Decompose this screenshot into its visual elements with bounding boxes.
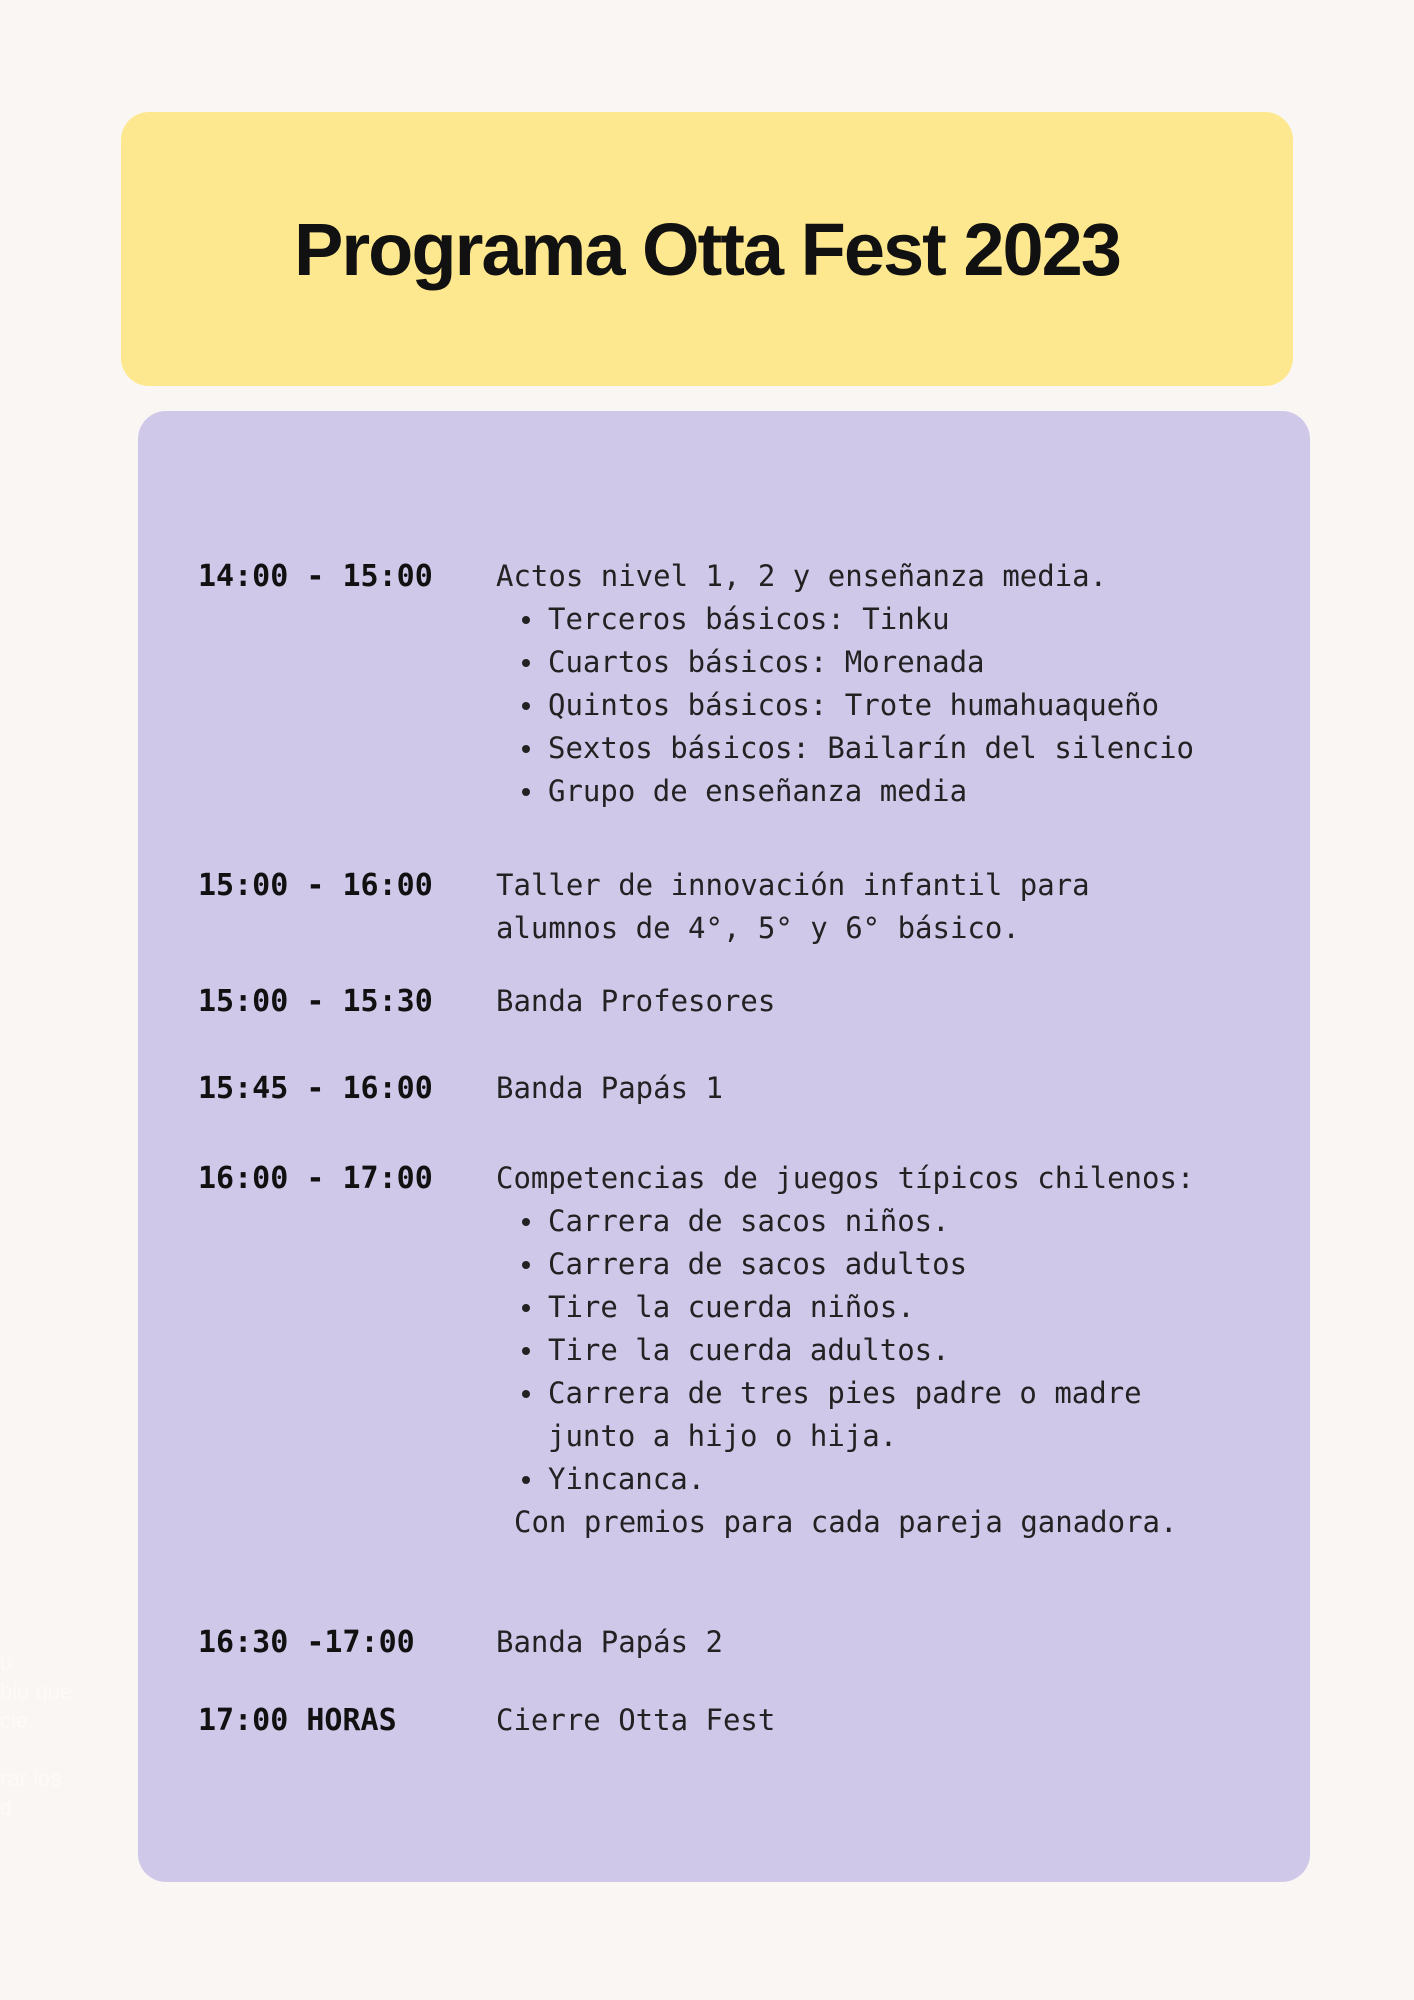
entry-time: 17:00 HORAS: [198, 1703, 397, 1738]
entry-title: Competencias de juegos típicos chilenos:: [496, 1161, 1195, 1195]
list-item: Carrera de sacos niños.: [496, 1200, 1276, 1243]
page-title: Programa Otta Fest 2023: [294, 207, 1120, 291]
faint-text-line: d: [0, 1795, 13, 1820]
entry-title: Actos nivel 1, 2 y enseñanza media.: [496, 559, 1108, 593]
list-item: Carrera de sacos adultos: [496, 1243, 1276, 1286]
faint-text-line: bio que: [0, 1679, 73, 1704]
entry-item-list: [496, 1200, 1276, 1501]
list-item: Sextos básicos: Bailarín del silencio: [496, 727, 1276, 770]
entry-description: [496, 1699, 1276, 1742]
entry-item-list: [496, 598, 1276, 813]
entry-description: [496, 1157, 1276, 1544]
entry-title-line: Taller de innovación infantil para: [496, 868, 1090, 902]
faint-text-line: [0, 1735, 110, 1764]
faint-text-line: u: [0, 1650, 13, 1675]
list-item: Tire la cuerda adultos.: [496, 1329, 1276, 1372]
faint-text-line: rar los: [0, 1766, 62, 1791]
entry-description: [496, 1621, 1276, 1664]
schedule-panel: [138, 411, 1310, 1882]
entry-time: 15:00 - 15:30: [198, 984, 433, 1019]
entry-title: Cierre Otta Fest: [496, 1703, 776, 1737]
faint-text-line: cie.: [0, 1708, 35, 1733]
entry-description: [496, 1067, 1276, 1110]
list-item: Carrera de tres pies padre o madre junto a hijo o hija.: [496, 1372, 1208, 1458]
entry-title-line: alumnos de 4°, 5° y 6° básico.: [496, 911, 1020, 945]
entry-time: 15:00 - 16:00: [198, 868, 433, 903]
entry-time: 16:30 -17:00: [198, 1625, 415, 1660]
list-item: Quintos básicos: Trote humahuaqueño: [496, 684, 1276, 727]
entry-time: 16:00 - 17:00: [198, 1161, 433, 1196]
faint-background-text: [0, 1648, 110, 1822]
list-item: Yincanca.: [496, 1458, 1276, 1501]
entry-description: [496, 864, 1276, 950]
entry-time: 15:45 - 16:00: [198, 1071, 433, 1106]
title-banner: [121, 112, 1293, 386]
list-item: Grupo de enseñanza media: [496, 770, 1276, 813]
entry-note: Con premios para cada pareja ganadora.: [514, 1505, 1178, 1539]
entry-title: Banda Papás 1: [496, 1071, 723, 1105]
entry-description: [496, 555, 1276, 813]
entry-time: 14:00 - 15:00: [198, 559, 433, 594]
list-item: Tire la cuerda niños.: [496, 1286, 1276, 1329]
list-item: Cuartos básicos: Morenada: [496, 641, 1276, 684]
entry-description: [496, 980, 1276, 1023]
entry-title: Banda Papás 2: [496, 1625, 723, 1659]
entry-title: Banda Profesores: [496, 984, 776, 1018]
list-item: Terceros básicos: Tinku: [496, 598, 1276, 641]
